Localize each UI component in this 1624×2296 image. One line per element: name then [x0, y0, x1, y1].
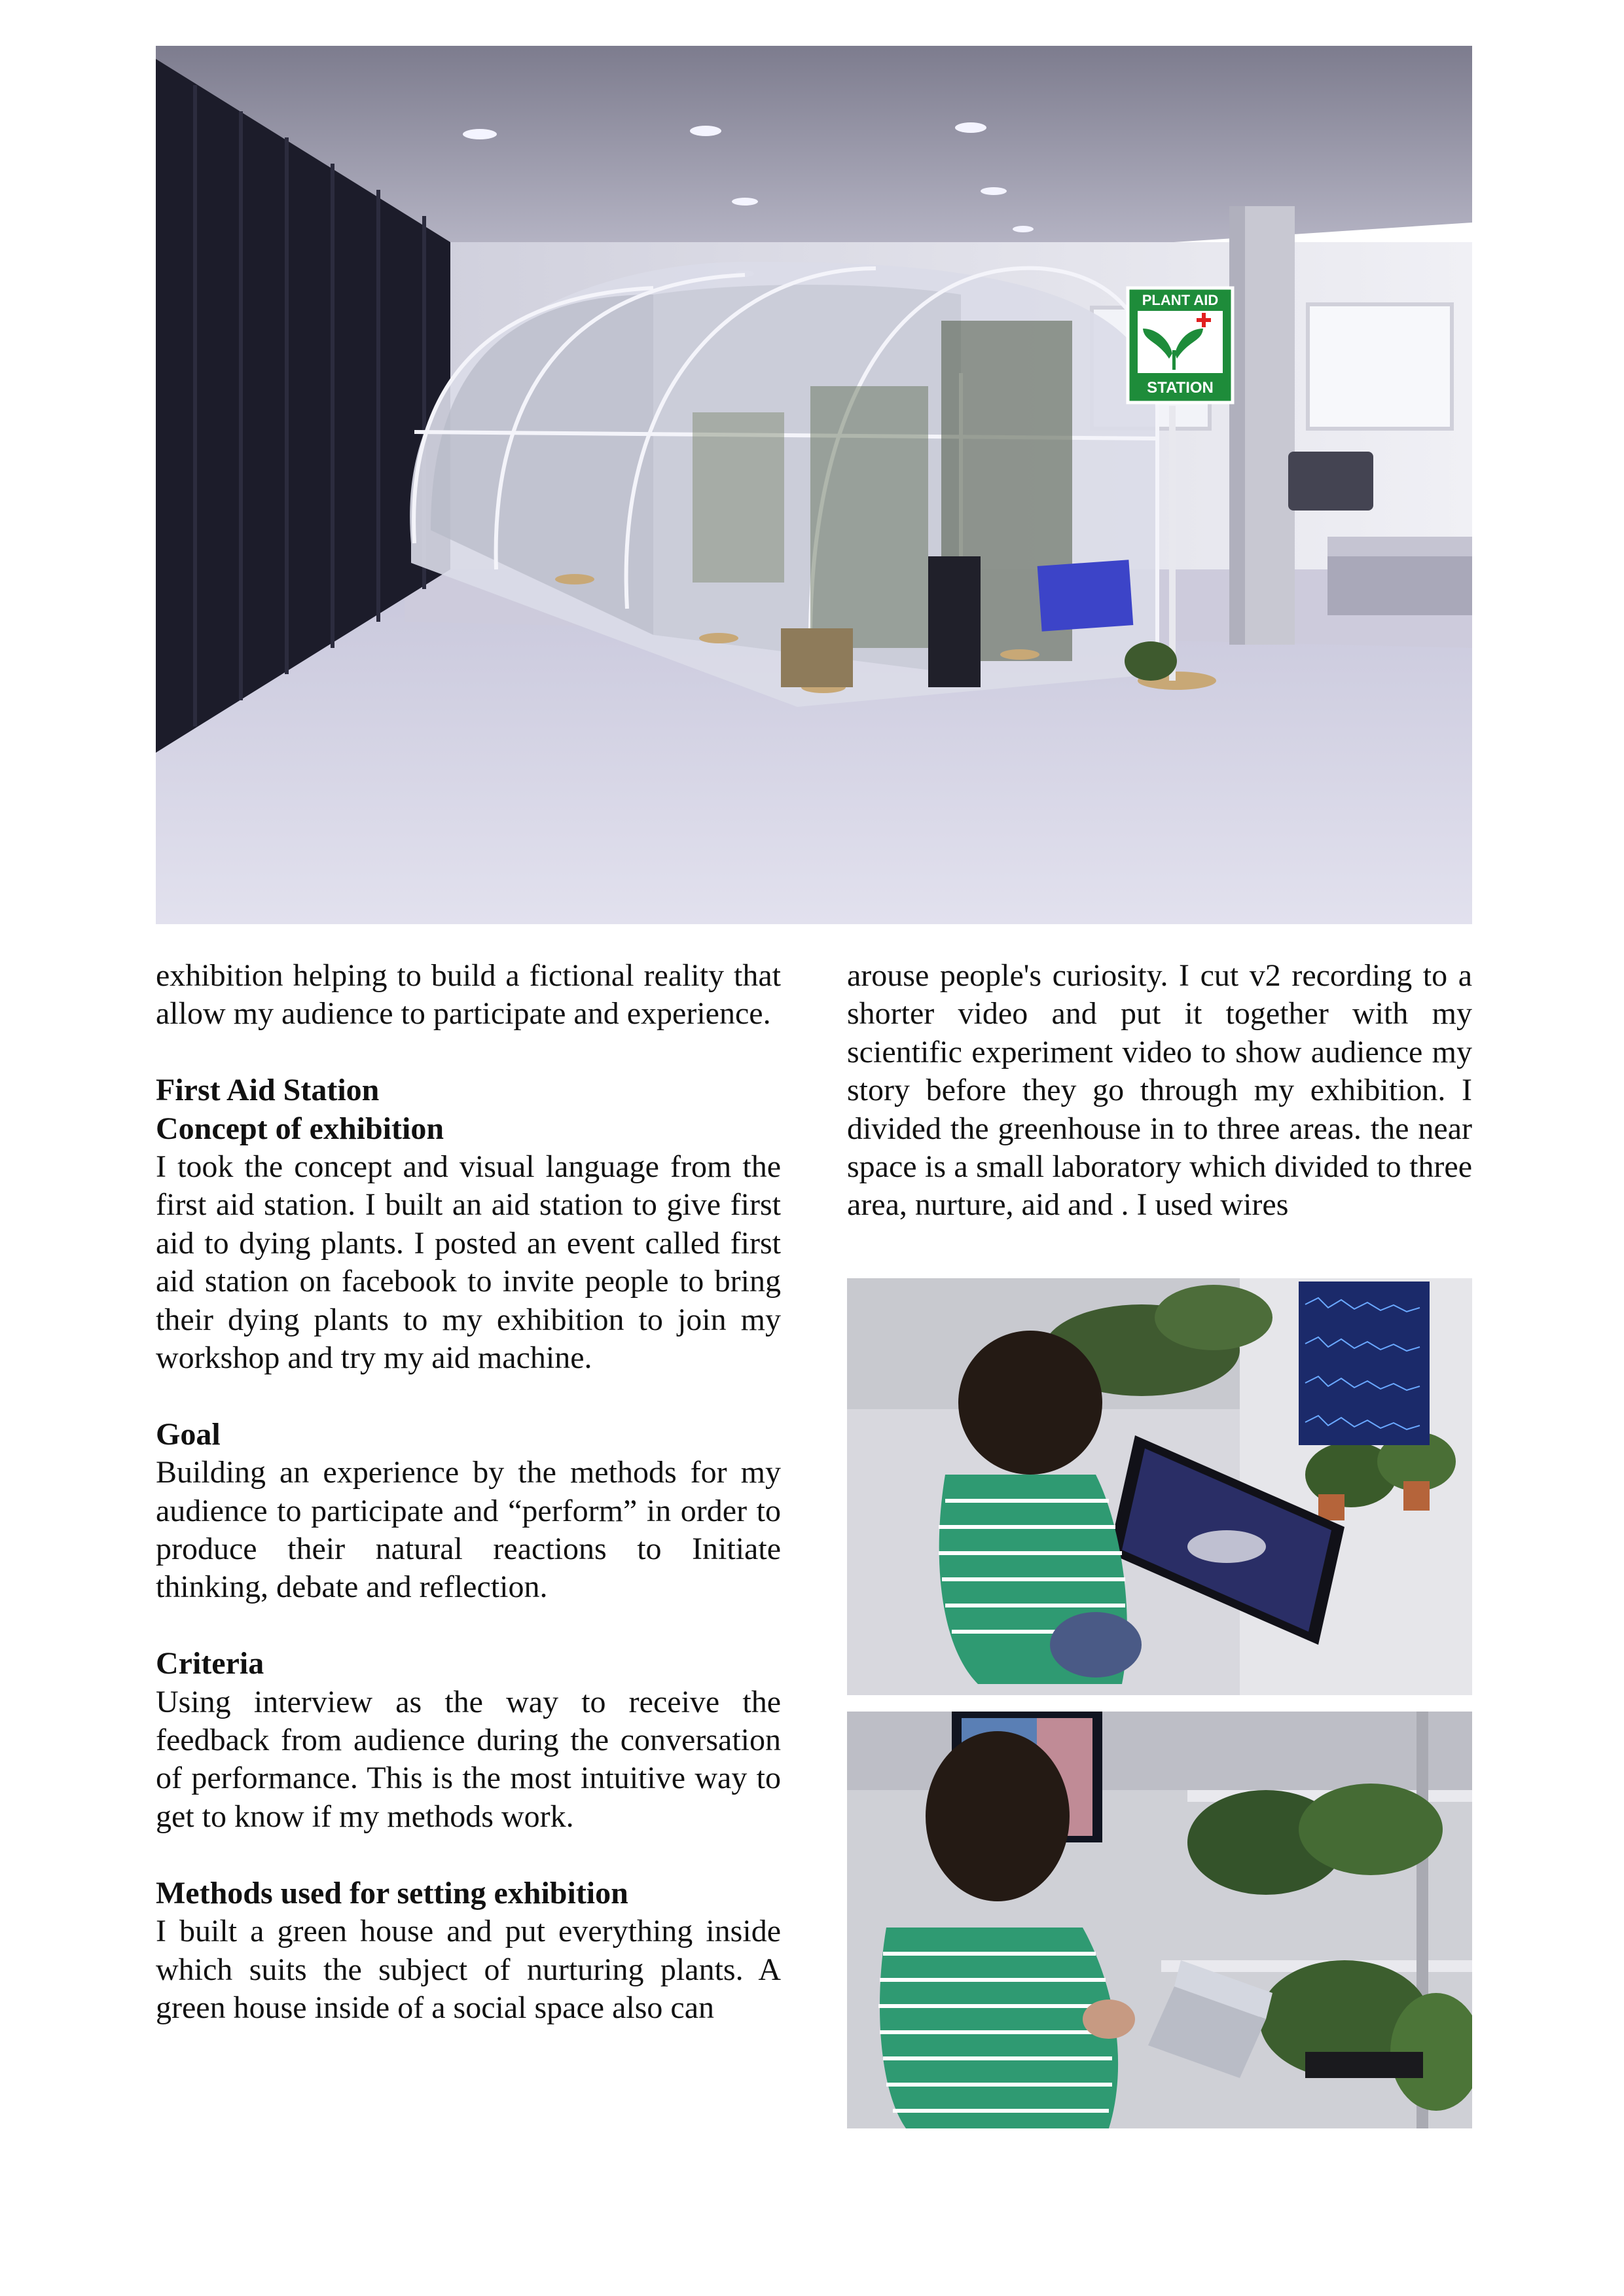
sign-line1: PLANT AID: [1142, 292, 1219, 308]
sign-line2: STATION: [1147, 379, 1214, 397]
section-title: First Aid Station: [156, 1073, 380, 1108]
visitor-at-laptop-photo: [847, 1712, 1472, 2128]
greenhouse-exhibition-photo: [156, 46, 1472, 924]
goal-heading: Goal: [156, 1416, 221, 1452]
methods-paragraph: I built a green house and put everything inside which suits the subject of nurturing plants. A green house inside of a social space also can: [156, 1914, 781, 2025]
right-text-column: [847, 957, 1472, 1225]
left-text-column: [156, 957, 781, 2027]
visitor-watching-screen-photo: [847, 1278, 1472, 1695]
concept-paragraph: I took the concept and visual language from the first aid station. I built an aid station to give first aid to dying plants. I posted an event called first aid station on facebook to invite people to bring their dying plants to my exhibition to join my workshop and try my aid machine.: [156, 1149, 781, 1376]
criteria-heading: Criteria: [156, 1646, 264, 1681]
criteria-paragraph: Using interview as the way to receive the feedback from audience during the conversation of performance. This is the most intuitive way to get to know if my methods work.: [156, 1684, 781, 1834]
methods-heading: Methods used for setting exhibition: [156, 1875, 628, 1910]
intro-paragraph: exhibition helping to build a fictional reality that allow my audience to participate and experience.: [156, 958, 781, 1031]
goal-paragraph: Building an experience by the methods for my audience to participate and “perform” in order to produce their natural reactions to Initiate thinking, debate and reflection.: [156, 1455, 781, 1605]
right-paragraph: arouse people's curiosity. I cut v2 recording to a shorter video and put it together with my scientific experiment video to show audience my story before they go through my exhibition. I divided the greenhouse in to three areas. the near space is a small laboratory which divided to three area, nurture, aid and . I used wires: [847, 958, 1472, 1223]
concept-heading: Concept of exhibition: [156, 1111, 444, 1146]
